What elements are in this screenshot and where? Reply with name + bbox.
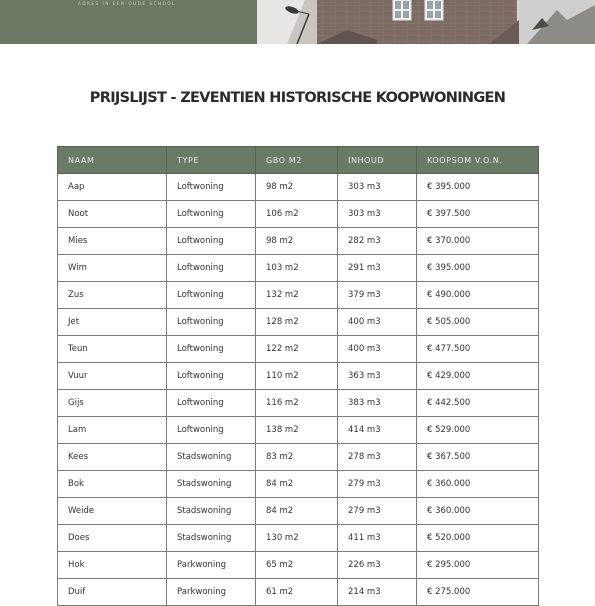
- cell-type: Stadswoning: [167, 498, 256, 525]
- cell-koopsom: € 490.000: [417, 282, 539, 309]
- table-row: [58, 282, 539, 309]
- cell-gbo: 84 m2: [256, 471, 338, 498]
- cell-naam: Wim: [58, 255, 167, 282]
- cell-inhoud: 400 m3: [338, 336, 417, 363]
- cell-koopsom: € 360.000: [417, 498, 539, 525]
- cell-gbo: 130 m2: [256, 525, 338, 552]
- cell-inhoud: 226 m3: [338, 552, 417, 579]
- cell-gbo: 103 m2: [256, 255, 338, 282]
- cell-inhoud: 214 m3: [338, 579, 417, 606]
- cell-gbo: 98 m2: [256, 174, 338, 201]
- table-row: [58, 525, 539, 552]
- cell-gbo: 128 m2: [256, 309, 338, 336]
- table-body: [58, 174, 539, 606]
- table-row: [58, 201, 539, 228]
- cell-type: Parkwoning: [167, 579, 256, 606]
- cell-naam: Kees: [58, 444, 167, 471]
- column-header-naam: NAAM: [58, 147, 167, 174]
- table-row: [58, 444, 539, 471]
- cell-naam: Noot: [58, 201, 167, 228]
- cell-inhoud: 414 m3: [338, 417, 417, 444]
- building-photo-image: [257, 0, 595, 44]
- column-header-inhoud: INHOUD: [338, 147, 417, 174]
- table-header-row: [58, 147, 539, 174]
- cell-gbo: 65 m2: [256, 552, 338, 579]
- cell-gbo: 83 m2: [256, 444, 338, 471]
- cell-koopsom: € 397.500: [417, 201, 539, 228]
- cell-naam: Bok: [58, 471, 167, 498]
- cell-inhoud: 383 m3: [338, 390, 417, 417]
- price-table: [57, 146, 539, 606]
- column-header-gbo: GBO M2: [256, 147, 338, 174]
- cell-gbo: 122 m2: [256, 336, 338, 363]
- cell-type: Loftwoning: [167, 336, 256, 363]
- cell-type: Parkwoning: [167, 552, 256, 579]
- cell-koopsom: € 370.000: [417, 228, 539, 255]
- cell-type: Stadswoning: [167, 471, 256, 498]
- table-row: [58, 579, 539, 606]
- cell-type: Stadswoning: [167, 525, 256, 552]
- cell-naam: Lam: [58, 417, 167, 444]
- cell-koopsom: € 529.000: [417, 417, 539, 444]
- cell-koopsom: € 429.000: [417, 363, 539, 390]
- cell-inhoud: 303 m3: [338, 174, 417, 201]
- cell-inhoud: 278 m3: [338, 444, 417, 471]
- cell-type: Stadswoning: [167, 444, 256, 471]
- column-header-koopsom: KOOPSOM V.O.N.: [417, 147, 539, 174]
- cell-naam: Aap: [58, 174, 167, 201]
- cell-koopsom: € 295.000: [417, 552, 539, 579]
- cell-naam: Mies: [58, 228, 167, 255]
- cell-type: Loftwoning: [167, 228, 256, 255]
- table-row: [58, 471, 539, 498]
- cell-type: Loftwoning: [167, 309, 256, 336]
- cell-naam: Vuur: [58, 363, 167, 390]
- cell-type: Loftwoning: [167, 282, 256, 309]
- cell-naam: Weide: [58, 498, 167, 525]
- cell-inhoud: 279 m3: [338, 498, 417, 525]
- header-photo: [257, 0, 595, 44]
- cell-type: Loftwoning: [167, 201, 256, 228]
- cell-type: Loftwoning: [167, 255, 256, 282]
- cell-naam: Gijs: [58, 390, 167, 417]
- cell-koopsom: € 520.000: [417, 525, 539, 552]
- cell-koopsom: € 395.000: [417, 174, 539, 201]
- cell-koopsom: € 367.500: [417, 444, 539, 471]
- table-row: [58, 255, 539, 282]
- cell-gbo: 106 m2: [256, 201, 338, 228]
- cell-type: Loftwoning: [167, 174, 256, 201]
- cell-gbo: 61 m2: [256, 579, 338, 606]
- document-title: PRIJSLIJST - ZEVENTIEN HISTORISCHE KOOPWONINGEN: [89, 90, 506, 106]
- cell-gbo: 98 m2: [256, 228, 338, 255]
- table-row: [58, 336, 539, 363]
- cell-gbo: 132 m2: [256, 282, 338, 309]
- table-row: [58, 228, 539, 255]
- table-row: [58, 417, 539, 444]
- cell-koopsom: € 477.500: [417, 336, 539, 363]
- cell-gbo: 138 m2: [256, 417, 338, 444]
- cell-inhoud: 411 m3: [338, 525, 417, 552]
- cell-inhoud: 279 m3: [338, 471, 417, 498]
- cell-naam: Hok: [58, 552, 167, 579]
- cell-gbo: 110 m2: [256, 363, 338, 390]
- cell-naam: Does: [58, 525, 167, 552]
- table-row: [58, 363, 539, 390]
- table-row: [58, 309, 539, 336]
- table-row: [58, 174, 539, 201]
- cell-naam: Jet: [58, 309, 167, 336]
- cell-gbo: 116 m2: [256, 390, 338, 417]
- cell-naam: Zus: [58, 282, 167, 309]
- cell-type: Loftwoning: [167, 390, 256, 417]
- header-tagline: ADRES IN EEN OUDE SCHOOL: [78, 1, 176, 6]
- cell-koopsom: € 360.000: [417, 471, 539, 498]
- cell-inhoud: 282 m3: [338, 228, 417, 255]
- cell-koopsom: € 275.000: [417, 579, 539, 606]
- cell-koopsom: € 505.000: [417, 309, 539, 336]
- cell-type: Loftwoning: [167, 417, 256, 444]
- cell-naam: Teun: [58, 336, 167, 363]
- cell-inhoud: 379 m3: [338, 282, 417, 309]
- table-row: [58, 390, 539, 417]
- cell-inhoud: 363 m3: [338, 363, 417, 390]
- cell-type: Loftwoning: [167, 363, 256, 390]
- table-row: [58, 552, 539, 579]
- cell-koopsom: € 395.000: [417, 255, 539, 282]
- cell-naam: Duif: [58, 579, 167, 606]
- cell-inhoud: 400 m3: [338, 309, 417, 336]
- table-row: [58, 498, 539, 525]
- cell-gbo: 84 m2: [256, 498, 338, 525]
- column-header-type: TYPE: [167, 147, 256, 174]
- cell-inhoud: 303 m3: [338, 201, 417, 228]
- cell-koopsom: € 442.500: [417, 390, 539, 417]
- cell-inhoud: 291 m3: [338, 255, 417, 282]
